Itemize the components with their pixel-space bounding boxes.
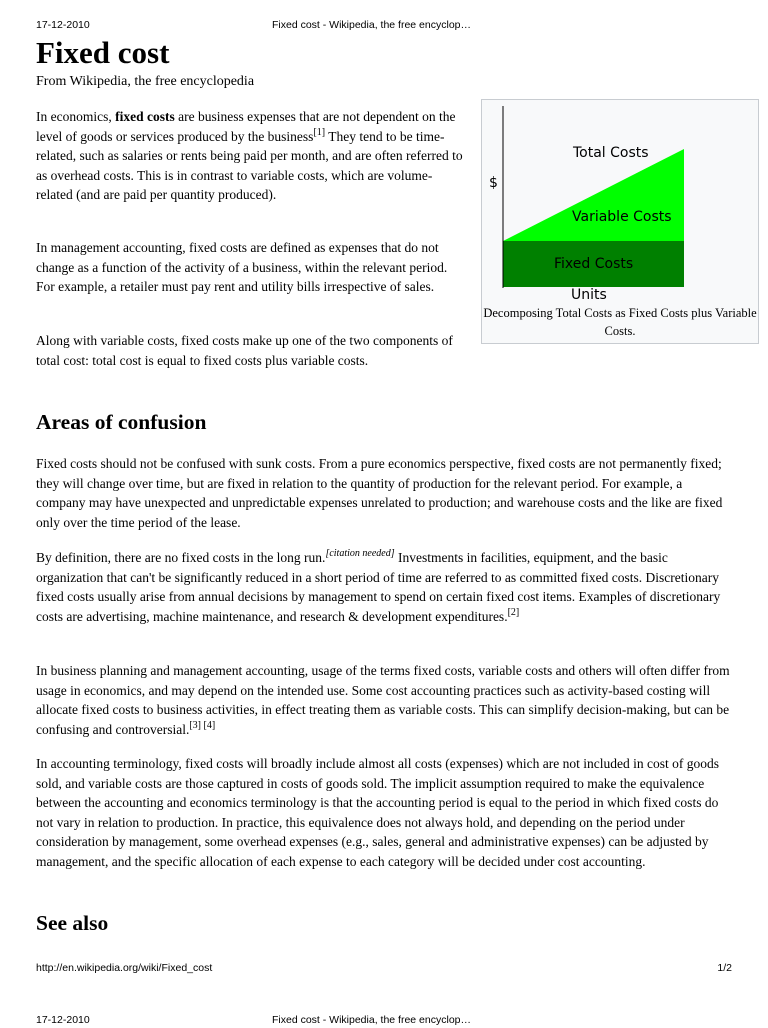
intro-paragraph-2: In management accounting, fixed costs are defined as expenses that do not change as a function of the activity of a business, within the relevant period. For example, a retailer must pay rent and utility bills irrespective of sales. xyxy=(36,240,448,294)
fixed-costs-bold-term: fixed costs xyxy=(115,109,175,124)
next-page-print-header xyxy=(36,1014,732,1028)
next-page-print-title: Fixed cost - Wikipedia, the free encyclop… xyxy=(272,1014,471,1026)
print-date: 17-12-2010 xyxy=(36,19,90,31)
variable-costs-label: Variable Costs xyxy=(572,209,672,225)
x-axis-label: Units xyxy=(571,287,607,301)
confusion-paragraph-4: In accounting terminology, fixed costs will broadly include almost all costs (expenses) which are not included in cost of goods sold, and variable costs are those captured in costs of goods sold. The implicit assumption required to make the equivalence between the accounting and economics terminology is that the accounting period is equal to the period in which fixed costs do not vary in relation to production. In practice, this equivalence does not always hold, and depending on the period under consideration by management, some overhead expenses (e.g., sales, general and administrative expenses) can be adjusted by management, and the specific allocation of each expense to each category will be decided under cost accounting. xyxy=(36,756,719,869)
confusion-paragraph-2: By definition, there are no fixed costs in the long run.[citation needed] Investments in facilities, equipment, and the basic organization that can't be significantly reduced in a short period of time are referred to as committed fixed costs. Discretionary fixed costs usually arise from annual decisions by management to spend on certain fixed cost items. Examples of discretionary costs are advertising, machine maintenance, and research & development expenditures.[2] xyxy=(36,548,721,624)
reference-link-1[interactable]: [1] xyxy=(313,126,326,138)
intro-paragraph-1: In economics, fixed costs are business expenses that are not dependent on the level of goods or services produced by the business[1] They tend to be time-related, such as salaries or rents being paid per month, and are often referred to as overhead costs. This is in contrast to variable costs, which are volume-related (and are paid per quantity produced). xyxy=(36,109,463,202)
page-title: Fixed cost xyxy=(36,35,170,70)
cost-diagram xyxy=(483,101,757,301)
print-url: http://en.wikipedia.org/wiki/Fixed_cost xyxy=(36,962,213,974)
print-header xyxy=(36,19,732,33)
page-subtitle: From Wikipedia, the free encyclopedia xyxy=(36,74,255,89)
section-heading-see-also: See also xyxy=(36,911,109,935)
print-page-number: 1/2 xyxy=(717,962,732,974)
confusion-paragraph-3: In business planning and management accounting, usage of the terms fixed costs, variable costs and others will often differ from usage in economics, and may depend on the intended use. Some cost accounting practices such as activity-based costing will allocate fixed costs to business activities, in effect treating them as variable costs. This can simplify decision-making, but can be confusing and controversial.[3] [4] xyxy=(36,663,730,737)
total-costs-label: Total Costs xyxy=(573,145,649,161)
reference-link-2[interactable]: [2] xyxy=(507,606,520,618)
reference-links-3-4[interactable]: [3] [4] xyxy=(189,719,216,731)
variable-costs-area xyxy=(503,149,684,241)
next-page-print-date: 17-12-2010 xyxy=(36,1014,90,1026)
cost-diagram-figure xyxy=(481,99,759,344)
intro-paragraph-3: Along with variable costs, fixed costs make up one of the two components of total cost: total cost is equal to fixed costs plus variable costs. xyxy=(36,333,453,368)
print-page-title: Fixed cost - Wikipedia, the free encyclop… xyxy=(272,19,471,31)
citation-needed-link[interactable]: [citation needed] xyxy=(325,548,395,559)
confusion-paragraph-1: Fixed costs should not be confused with sunk costs. From a pure economics perspective, fixed costs are not permanently fixed; they will change over time, but are fixed in relation to the quantity of production for the relevant period. For example, a company may have unexpected and unpredictable expenses unrelated to production; and warehouse costs and the like are fixed only over the time period of the lease. xyxy=(36,456,723,530)
section-heading-areas-of-confusion: Areas of confusion xyxy=(36,410,207,434)
fixed-costs-label: Fixed Costs xyxy=(554,256,634,272)
figure-caption: Decomposing Total Costs as Fixed Costs plus Variable Costs. xyxy=(483,306,757,338)
y-axis-label: $ xyxy=(489,175,498,191)
print-footer xyxy=(36,962,732,976)
